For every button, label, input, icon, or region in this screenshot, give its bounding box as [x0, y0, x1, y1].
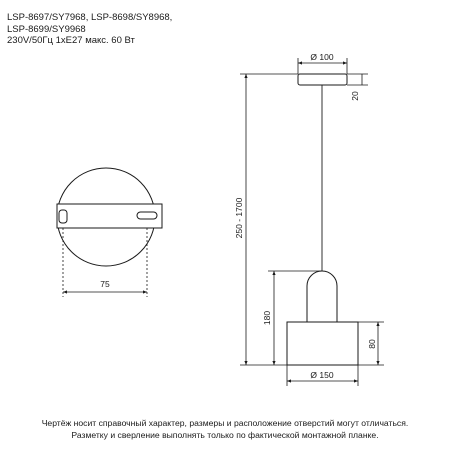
- shade-diameter-label: Ø 150: [310, 370, 334, 380]
- canopy-diameter-label: Ø 100: [310, 52, 334, 62]
- canopy-height-dimension: [347, 74, 368, 85]
- canopy-height-label: 20: [350, 91, 360, 101]
- lamp-shade: [287, 322, 358, 365]
- total-height-label: 250 - 1700: [234, 197, 244, 239]
- shade-height-label: 80: [367, 339, 377, 349]
- disclaimer-note: [0, 418, 450, 441]
- pendant-side-view: [287, 74, 358, 365]
- model-numbers-line-1: LSP-8697/SY7968, LSP-8698/SY8968,: [7, 12, 173, 23]
- disclaimer-line-1: Чертёж носит справочный характер, размеры и расположение отверстий могут отличаться.: [41, 418, 409, 428]
- canopy: [298, 74, 347, 85]
- lamp-height-label: 180: [262, 310, 272, 326]
- mounting-bracket: [57, 204, 162, 228]
- mounting-plate-top-view: [57, 168, 162, 297]
- mount-spacing-label: 75: [100, 279, 110, 289]
- disclaimer-line-2: Разметку и сверление выполнять только по фактической монтажной планке.: [71, 429, 379, 440]
- electrical-spec: 230V/50Гц 1xE27 макс. 60 Вт: [7, 35, 135, 46]
- lamp-holder: [307, 271, 337, 322]
- model-numbers-line-2: LSP-8699/SY9968: [7, 23, 86, 35]
